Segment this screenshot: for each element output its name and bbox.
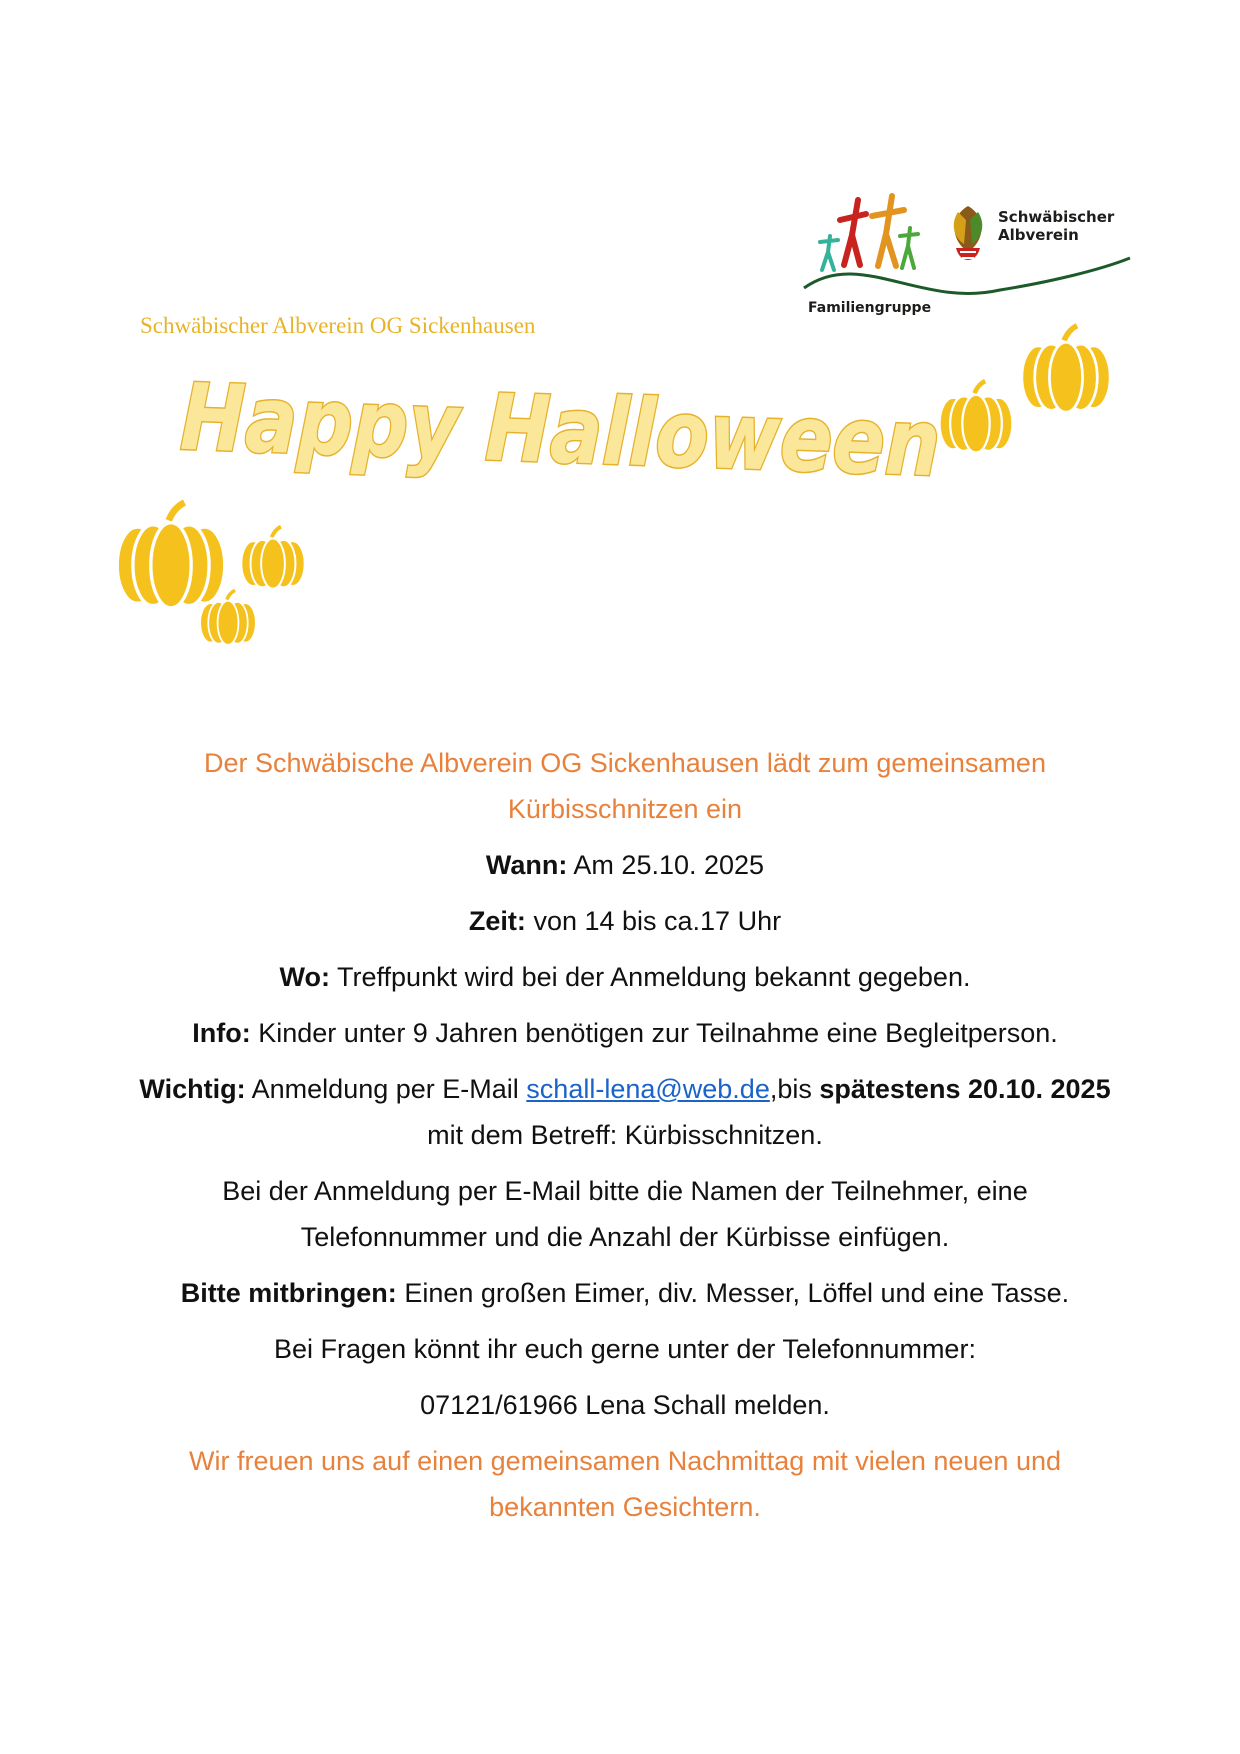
closing-line-2: bekannten Gesichtern. (489, 1492, 761, 1522)
wichtig-deadline: spätestens 20.10. 2025 (819, 1074, 1111, 1104)
wo-row (60, 952, 1190, 1002)
wo-value: Treffpunkt wird bei der Anmeldung bekannt gegeben. (337, 962, 971, 992)
pumpkin-icon (1020, 318, 1112, 418)
club-name-line: Schwäbischer Albverein OG Sickenhausen (140, 313, 536, 338)
mitbringen-label: Bitte mitbringen: (180, 1278, 397, 1308)
wichtig-block (60, 1064, 1190, 1160)
logo-org-line1: Schwäbischer (998, 208, 1115, 226)
logo-group-label: Familiengruppe (808, 300, 932, 316)
zeit-value: von 14 bis ca.17 Uhr (533, 906, 782, 936)
info-row (60, 1008, 1190, 1058)
happy-halloween-headline (170, 362, 1086, 512)
logo-swoosh (804, 258, 1130, 293)
zeit-row (60, 896, 1190, 946)
closing-text (60, 1436, 1190, 1532)
info-label: Info: (192, 1018, 251, 1048)
wo-label: Wo: (279, 962, 331, 992)
email-link[interactable]: schall-lena@web.de (526, 1074, 770, 1104)
wichtig-text-1: Anmeldung per E-Mail (251, 1074, 519, 1104)
family-figures-icon (820, 196, 918, 270)
wann-row (60, 840, 1190, 890)
mitbringen-row (60, 1268, 1190, 1318)
intro-line-1: Der Schwäbische Albverein OG Sickenhausen lädt zum gemeinsamen (204, 748, 1046, 778)
pumpkin-icon (236, 524, 310, 590)
anmeldung-line-2: Telefonnummer und die Anzahl der Kürbisse einfügen. (300, 1222, 950, 1252)
intro-text (60, 738, 1190, 834)
fragen-line-1: Bei Fragen könnt ihr euch gerne unter der Telefonnummer: (274, 1334, 976, 1364)
info-value: Kinder unter 9 Jahren benötigen zur Teilnahme eine Begleitperson. (258, 1018, 1058, 1048)
logo-org-line2: Albverein (998, 226, 1079, 244)
pumpkin-icon (936, 378, 1016, 454)
mitbringen-value: Einen großen Eimer, div. Messer, Löffel und eine Tasse. (404, 1278, 1070, 1308)
closing-line-1: Wir freuen uns auf einen gemeinsamen Nachmittag mit vielen neuen und (189, 1446, 1061, 1476)
anmeldung-block (60, 1166, 1190, 1262)
headline-text: Happy Halloween (178, 363, 1086, 503)
wichtig-line-2: mit dem Betreff: Kürbisschnitzen. (427, 1120, 823, 1150)
flyer-content (60, 738, 1190, 1532)
albverein-familiengruppe-logo (800, 190, 1140, 330)
pumpkin-icon (188, 588, 268, 646)
intro-line-2: Kürbisschnitzen ein (507, 794, 743, 824)
albverein-leaf-icon (954, 206, 983, 260)
wichtig-text-2: ,bis (769, 1074, 812, 1104)
wichtig-label: Wichtig: (139, 1074, 246, 1104)
anmeldung-line-1: Bei der Anmeldung per E-Mail bitte die Namen der Teilnehmer, eine (222, 1176, 1028, 1206)
zeit-label: Zeit: (468, 906, 526, 936)
fragen-line-2: 07121/61966 Lena Schall melden. (420, 1390, 830, 1420)
wichtig-row (60, 1064, 1190, 1114)
wann-value: Am 25.10. 2025 (573, 850, 765, 880)
wann-label: Wann: (485, 850, 568, 880)
